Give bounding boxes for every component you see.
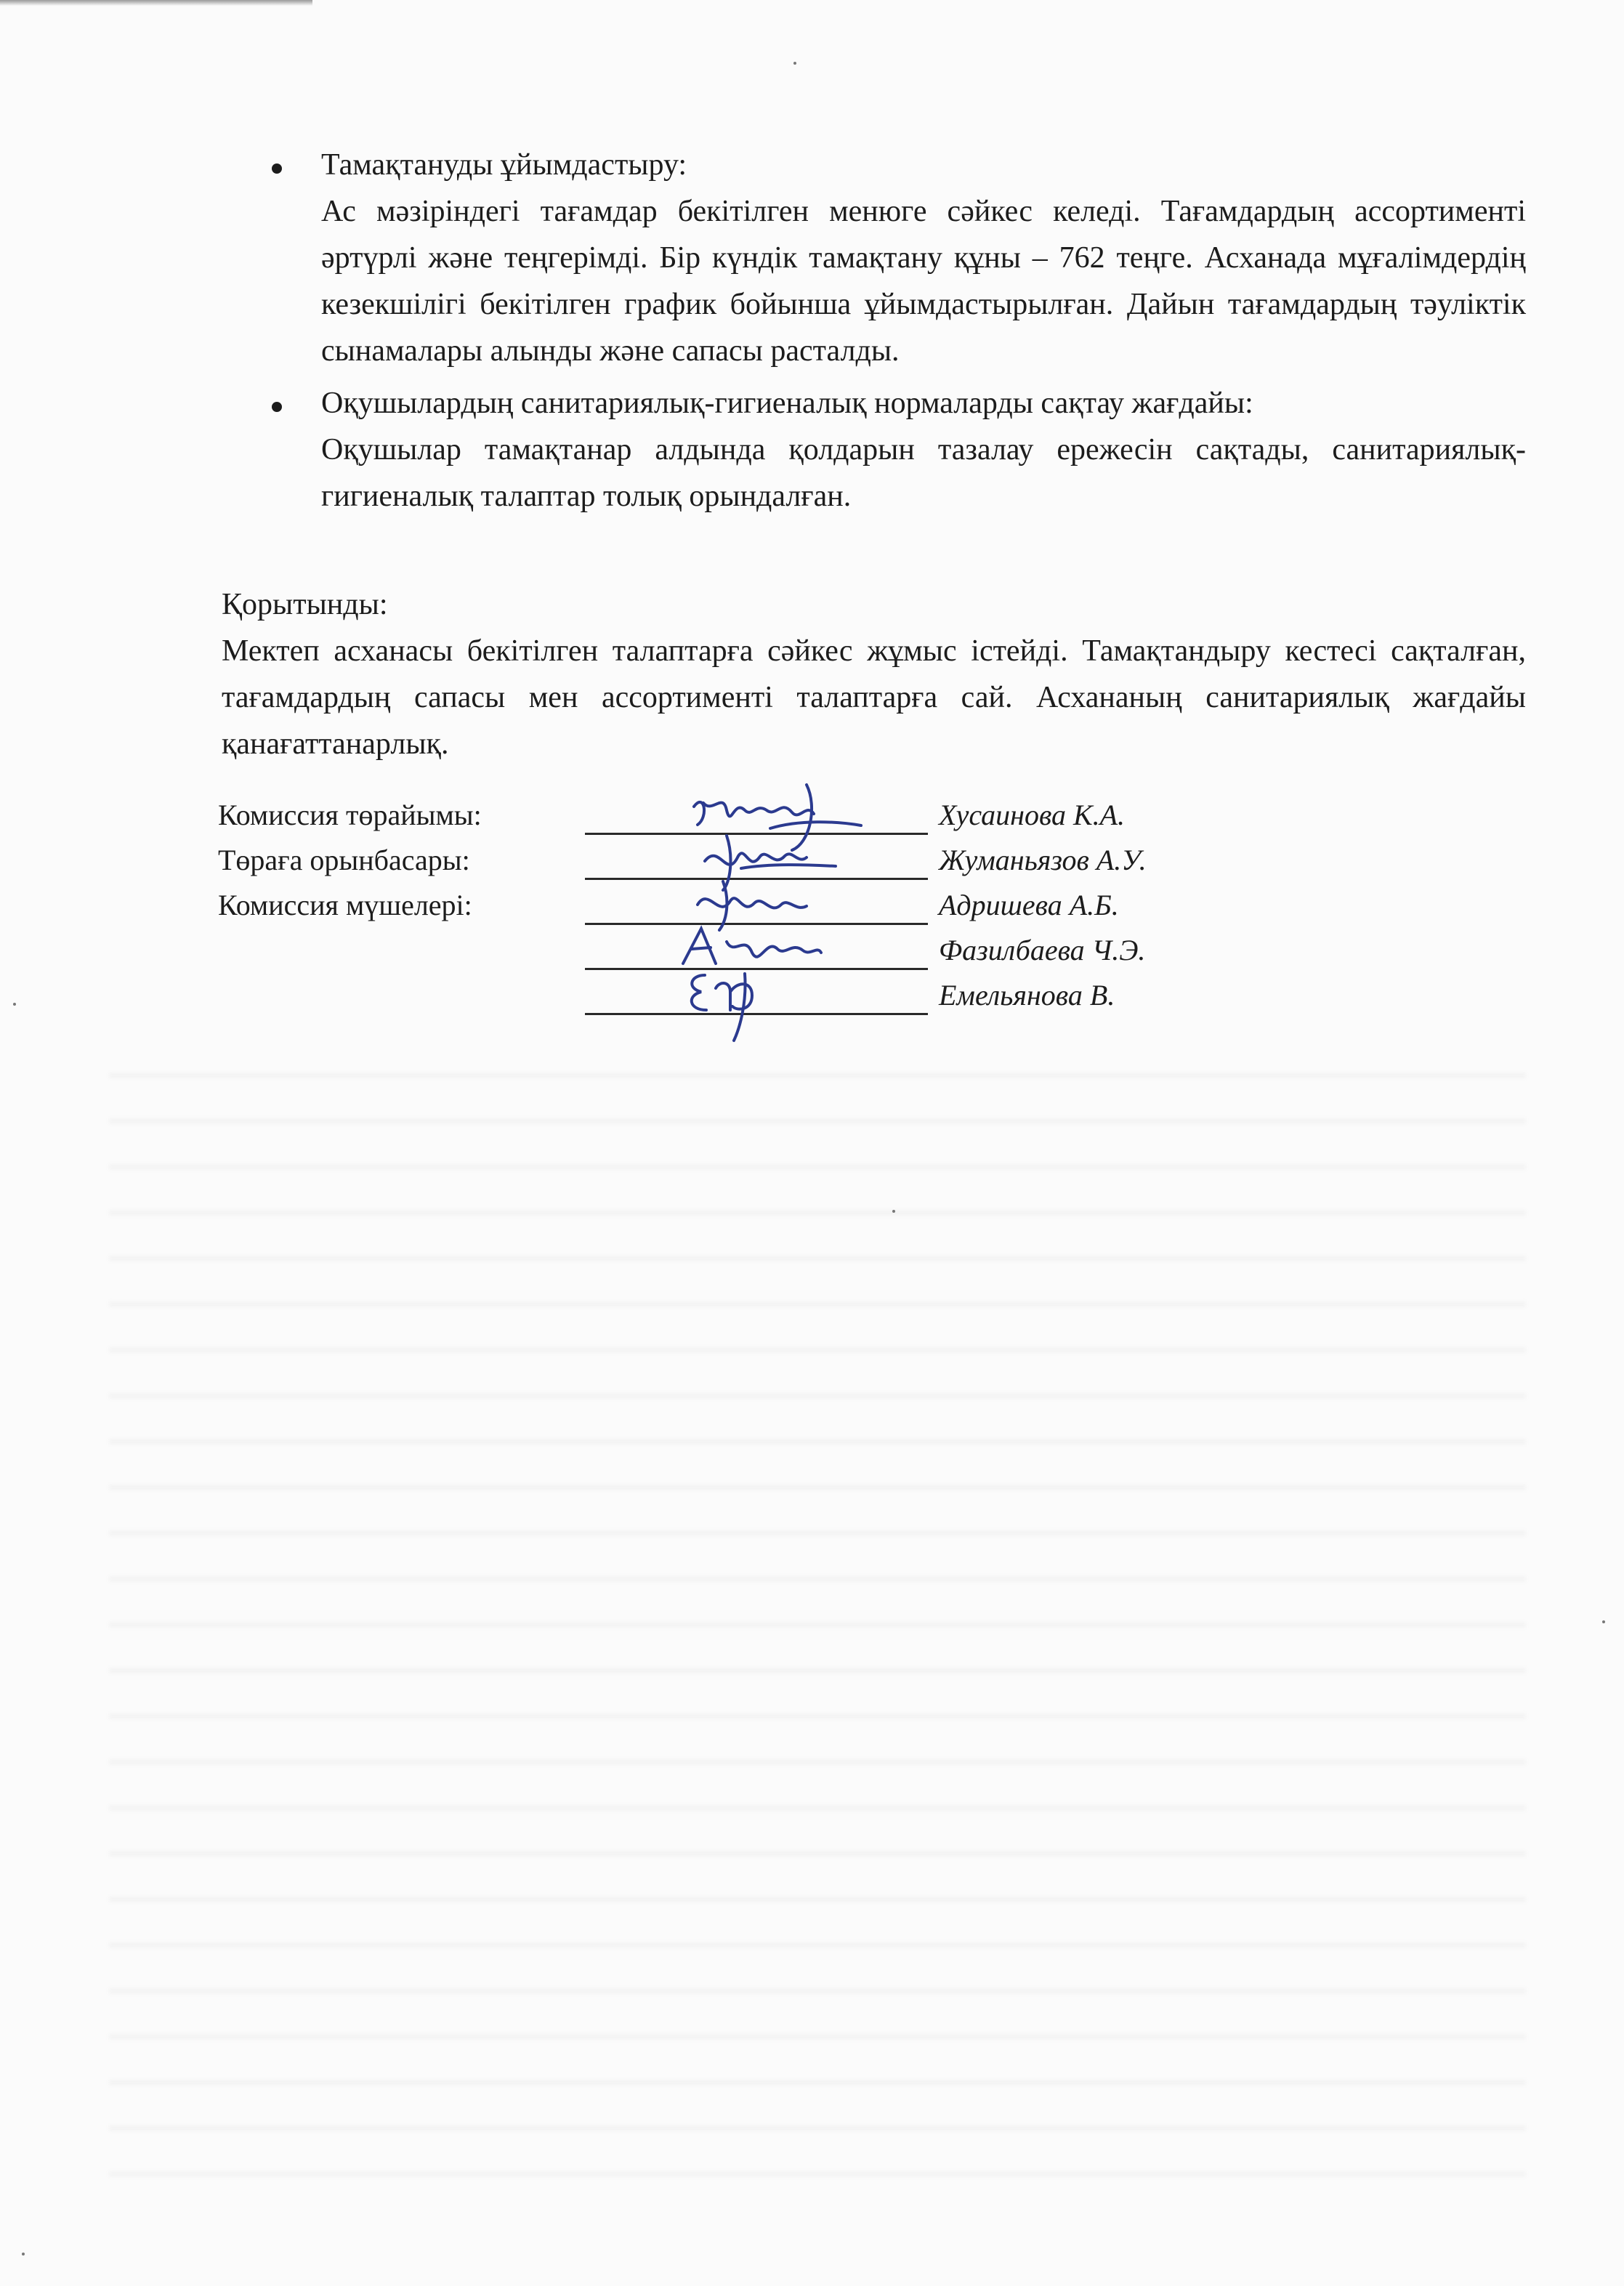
conclusion-text: Мектеп асханасы бекітілген талаптарға сәйкес жұмыс істейді. Тамақтандыру кестесі сақталған, тағамдардың сапасы мен ассортименті талаптарға сай. Асхананың санитариялық жағдайы қанағаттанарлық. [222,634,1526,761]
bullet-icon [272,163,282,174]
bullet-heading: Оқушылардың санитариялық-гигиеналық нормаларды сақтау жағдайы: [321,387,1253,420]
signature-name: Емельянова В. [939,979,1115,1011]
signature-role: Комиссия мүшелері: [218,889,472,921]
scan-speck [22,2253,25,2255]
bullet-text: Ас мәзіріндегі тағамдар бекітілген менюге сәйкес келеді. Тағамдардың ассортименті әртүрлі және теңгерімді. Бір күндік тамақтану құны – 762 теңге. Асханада мұғалімдердің кезекшілігі бекітілген график бойынша ұйымдастырылған. Дайын тағамдардың тәуліктік сынамалары алынды және сапасы расталды. [321,195,1526,368]
bleed-through-text [109,1046,1526,2209]
signature-name: Жуманьязов А.У. [939,844,1147,876]
bullet-text: Оқушылар тамақтанар алдында қолдарын тазалау ережесін сақтады, санитариялық-гигиеналық талаптар толық орындалған. [321,433,1526,513]
signature-name: Фазилбаева Ч.Э. [939,934,1146,966]
signature-name: Хусаинова К.А. [939,799,1126,831]
signature-member-3-icon [676,959,770,1046]
signature-role: Төраға орынбасары: [218,844,470,876]
scan-speck [892,1210,895,1213]
bullet-item-catering [262,142,1526,374]
bullet-item-hygiene [262,380,1526,520]
scan-speck [1602,1620,1605,1623]
bullet-icon [272,402,282,412]
bullet-list [262,142,1526,525]
conclusion-section [222,581,1526,767]
bullet-heading: Тамақтануды ұйымдастыру: [321,148,687,182]
signature-role: Комиссия төрайымы: [218,799,482,831]
conclusion-title: Қорытынды: [222,588,388,621]
scan-speck [793,62,796,65]
scan-speck [13,1003,16,1006]
signature-name: Адришева А.Б. [939,889,1119,921]
scan-edge [0,0,312,6]
